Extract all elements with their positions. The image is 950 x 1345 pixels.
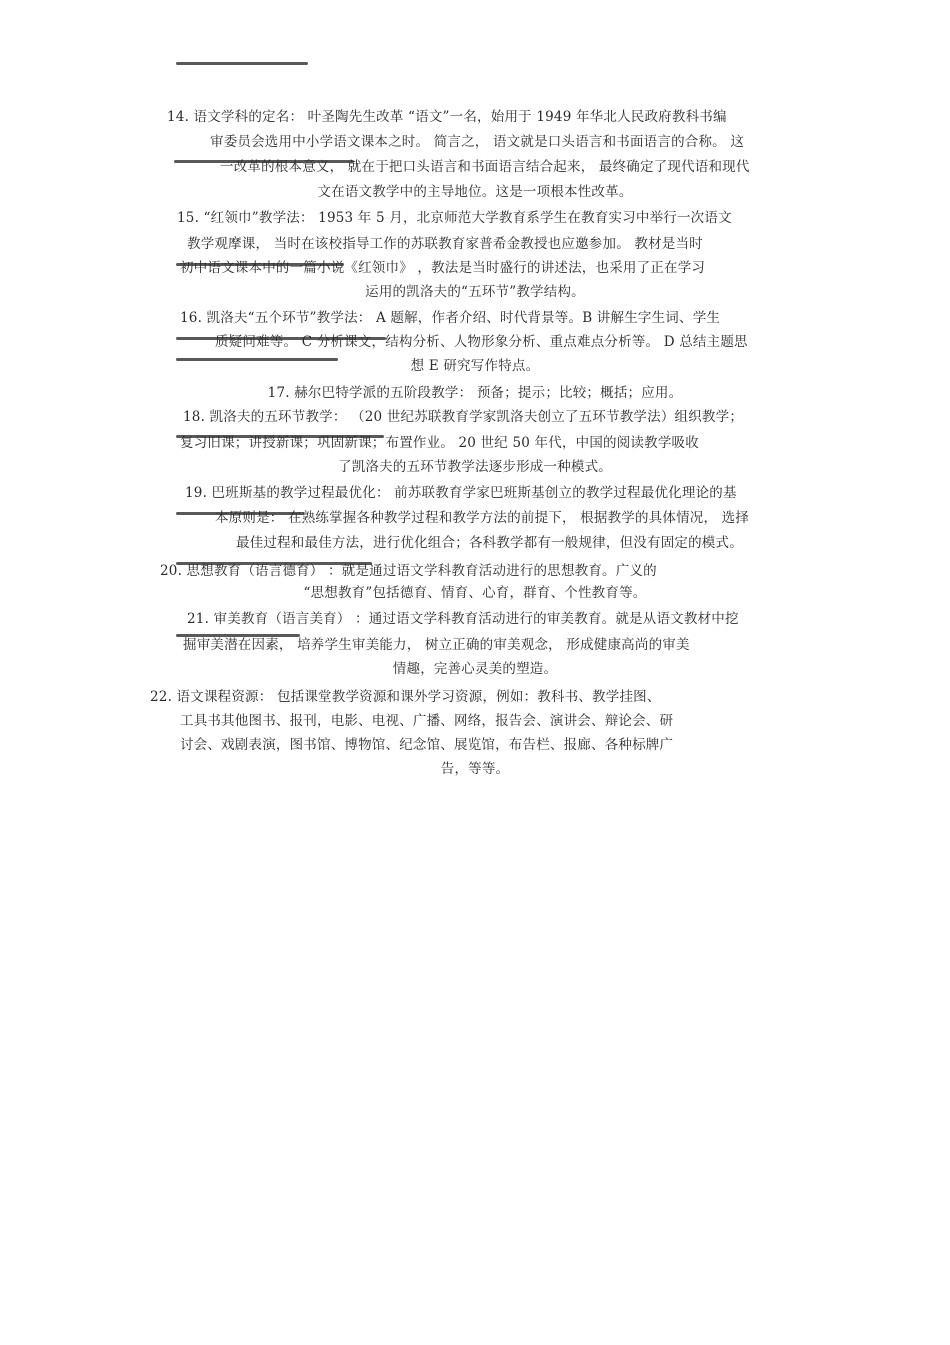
item-21-line-3: 情趣，完善心灵美的塑造。	[392, 661, 558, 677]
item-22-line-2: 工具书其他图书、报刊，电影、电视、广播、网络，报告会、演讲会、辩论会、研	[180, 713, 674, 729]
item-22-line-4: 告，等等。	[440, 761, 510, 777]
item-14-line-4: 文在语文教学中的主导地位。这是一项根本性改革。	[317, 184, 633, 200]
item-15-line-2: 教学观摩课， 当时在该校指导工作的苏联教育家普希金教授也应邀参加。 教材是当时	[187, 236, 703, 252]
item-14-line-1: 14. 语文学科的定名： 叶圣陶先生改革 “语文”一名，始用于 1949 年华北人民政府教科书编	[167, 109, 727, 125]
item-19-line-1: 19. 巴班斯基的教学过程最优化： 前苏联教育学家巴班斯基创立的教学过程最优化理论的基	[185, 485, 737, 501]
item-19-line-3: 最佳过程和最佳方法，进行优化组合；各科教学都有一般规律，但没有固定的模式。	[236, 535, 743, 551]
item-19-line-2: 本原则是： 在熟练掌握各种教学过程和教学方法的前提下， 根据教学的具体情况， 选择	[215, 510, 750, 526]
item-16-line-3: 想 E 研究写作特点。	[410, 358, 540, 374]
item-18-line-1: 18. 凯洛夫的五环节教学： （20 世纪苏联教育学家凯洛夫创立了五环节教学法）组织教学；	[183, 409, 744, 425]
item-14-line-2: 审委员会选用中小学语文课本之时。 简言之， 语文就是口头语言和书面语言的合称。 这	[210, 134, 745, 150]
item-15-line-4: 运用的凯洛夫的“五环节”教学结构。	[365, 284, 585, 300]
item-21-line-1: 21. 审美教育（语言美育） ：通过语文学科教育活动进行的审美教育。就是从语文教材中挖	[187, 611, 739, 627]
ink-stroke	[176, 62, 308, 65]
item-20-line-1: 20. 思想教育（语言德育） ：就是通过语文学科教育活动进行的思想教育。广义的	[160, 563, 657, 579]
item-15-line-1: 15. “红领巾”教学法： 1953 年 5 月，北京师范大学教育系学生在教育实习中举行一次语文	[177, 210, 732, 226]
item-16-line-2: 质疑问难等。 C 分析课文，结构分析、人物形象分析、重点难点分析等。 D 总结主题思	[215, 334, 748, 350]
item-22-line-1: 22. 语文课程资源： 包括课堂教学资源和课外学习资源，例如：教科书、教学挂图、	[150, 689, 661, 705]
item-20-line-2: “思想教育”包括德育、情育、心育，群育、个性教育等。	[303, 585, 647, 601]
item-21-line-2: 掘审美潜在因素， 培养学生审美能力， 树立正确的审美观念， 形成健康高尚的审美	[183, 637, 690, 653]
item-18-line-2: 复习旧课；讲授新课；巩固新课；布置作业。 20 世纪 50 年代，中国的阅读教学吸收	[180, 435, 699, 451]
item-15-line-3: 初中语文课本中的一篇小说《红领巾》 ，教法是当时盛行的讲述法，也采用了正在学习	[180, 260, 706, 276]
item-18-line-3: 了凯洛夫的五环节教学法逐步形成一种模式。	[338, 459, 612, 475]
item-16-line-1: 16. 凯洛夫“五个环节”教学法： A 题解，作者介绍、时代背景等。B 讲解生字生词、学生	[180, 310, 721, 326]
item-22-line-3: 讨会、戏剧表演，图书馆、博物馆、纪念馆、展览馆，布告栏、报廊、各种标牌广	[180, 737, 674, 753]
item-14-line-3: 一改革的根本意义， 就在于把口头语言和书面语言结合起来， 最终确定了现代语和现代	[220, 159, 750, 175]
item-17-line-1: 17. 赫尔巴特学派的五阶段教学： 预备；提示；比较；概括；应用。	[267, 385, 683, 401]
